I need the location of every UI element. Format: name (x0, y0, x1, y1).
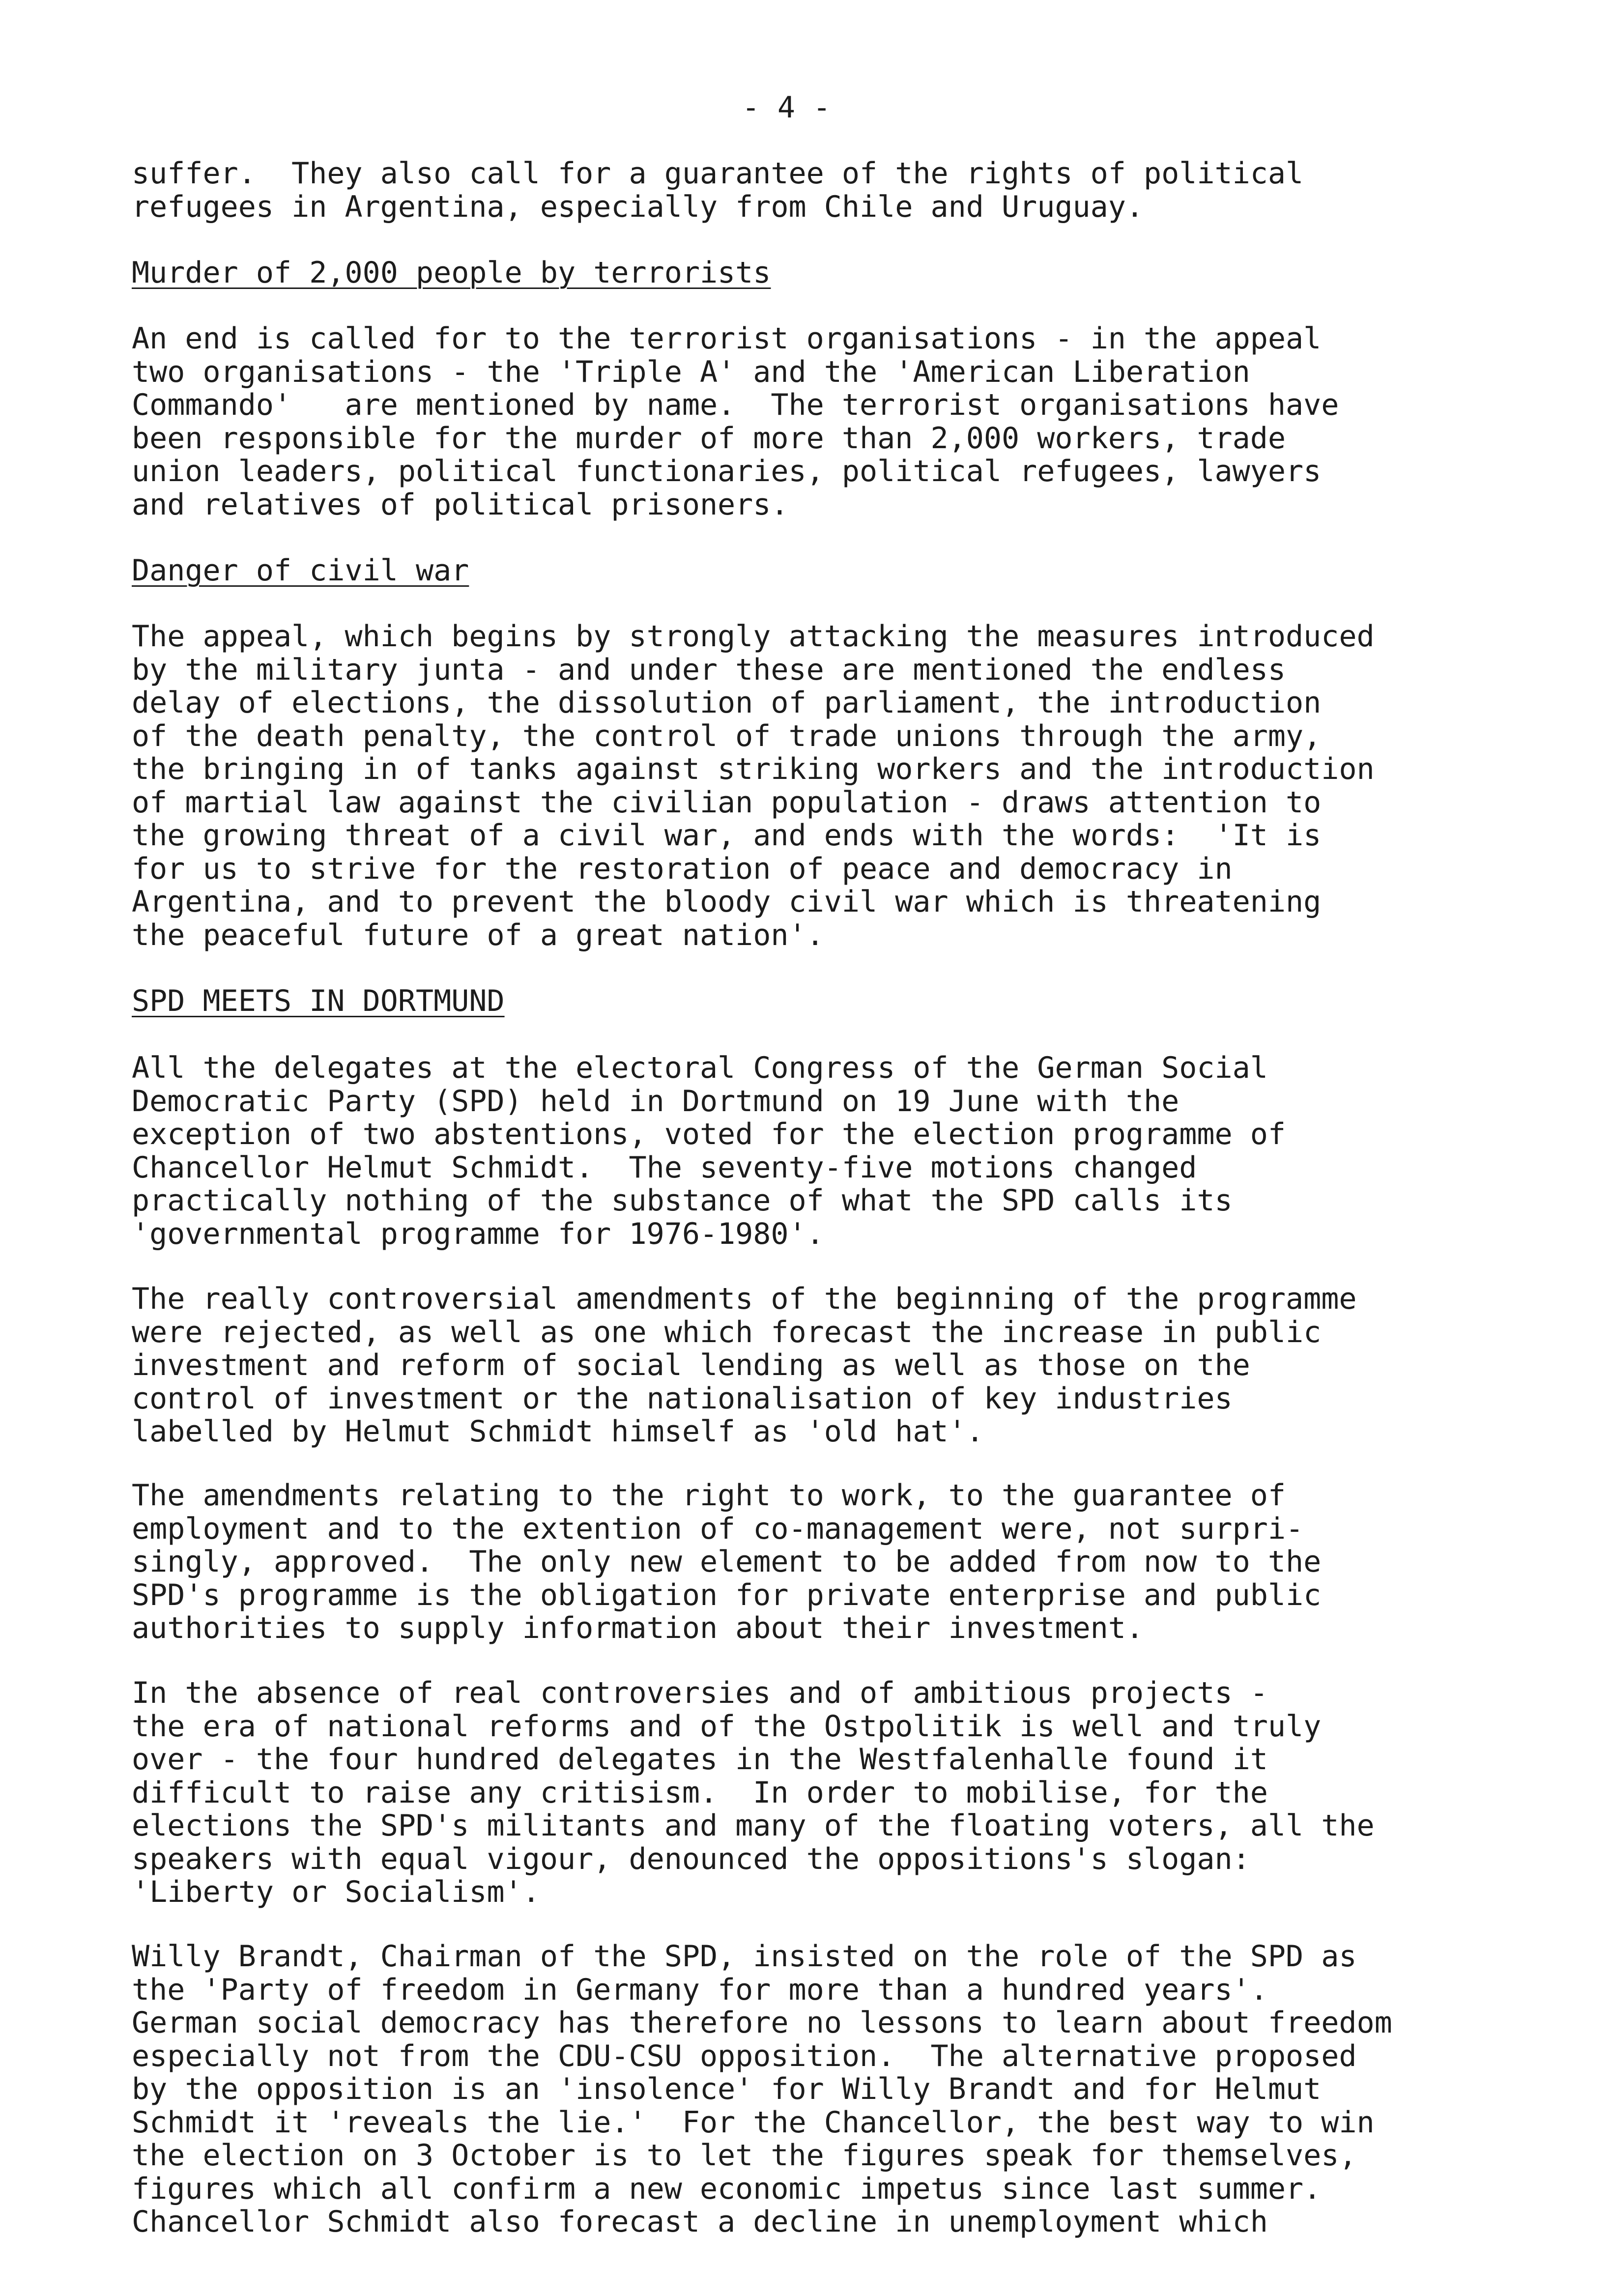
text-line: of the death penalty, the control of trade unions through the army, (132, 718, 1322, 753)
text-line: All the delegates at the electoral Congress of the German Social (132, 1051, 1268, 1085)
text-line: been responsible for the murder of more than 2,000 workers, trade (132, 421, 1286, 456)
text-line: delay of elections, the dissolution of parliament, the introduction (132, 686, 1322, 720)
text-line: control of investment or the nationalisation of key industries (132, 1381, 1233, 1416)
text-line: investment and reform of social lending as well as those on the (132, 1348, 1250, 1382)
text-line: The amendments relating to the right to work, to the guarantee of (132, 1478, 1286, 1513)
text-line: Schmidt it 'reveals the lie.' For the Chancellor, the best way to win (132, 2105, 1375, 2140)
heading-text: Murder of 2,000 people by terrorists (132, 256, 771, 290)
text-line: the peaceful future of a great nation'. (132, 918, 824, 952)
section-heading-murder (132, 257, 1547, 290)
text-line: difficult to raise any critisism. In order to mobilise, for the (132, 1775, 1268, 1810)
text-line: German social democracy has therefore no lessons to learn about freedom (132, 2006, 1392, 2040)
text-line: over - the four hundred delegates in the Westfalenhalle found it (132, 1742, 1268, 1777)
text-line: 'Liberty or Socialism'. (132, 1875, 540, 1909)
paragraph-amendments-approved (132, 1479, 1547, 1645)
text-line: the 'Party of freedom in Germany for more than a hundred years'. (132, 1972, 1268, 2007)
paragraph-willy-brandt (132, 1940, 1547, 2239)
text-line: SPD's programme is the obligation for private enterprise and public (132, 1578, 1322, 1612)
text-line: speakers with equal vigour, denounced the oppositions's slogan: (132, 1841, 1250, 1876)
text-line: The really controversial amendments of the beginning of the programme (132, 1282, 1357, 1316)
text-line: union leaders, political functionaries, political refugees, lawyers (132, 454, 1322, 488)
text-line: authorities to supply information about their investment. (132, 1611, 1144, 1645)
section-heading-civil-war (132, 554, 1547, 588)
text-line: labelled by Helmut Schmidt himself as 'old hat'. (132, 1414, 984, 1449)
paragraph-electoral-congress (132, 1052, 1547, 1251)
text-line: Chancellor Helmut Schmidt. The seventy-five motions changed (132, 1150, 1197, 1185)
text-line: the era of national reforms and of the Ostpolitik is well and truly (132, 1709, 1322, 1744)
text-line: the bringing in of tanks against striking workers and the introduction (132, 752, 1375, 786)
heading-text: Danger of civil war (132, 553, 469, 588)
text-line: for us to strive for the restoration of peace and democracy in (132, 851, 1233, 886)
page-number: - 4 - (742, 90, 831, 125)
text-line: two organisations - the 'Triple A' and the 'American Liberation (132, 354, 1250, 389)
text-line: elections the SPD's militants and many of the floating voters, all the (132, 1808, 1375, 1843)
text-line: figures which all confirm a new economic impetus since last summer. (132, 2171, 1322, 2206)
text-line: and relatives of political prisoners. (132, 487, 789, 522)
text-line: practically nothing of the substance of what the SPD calls its (132, 1183, 1233, 1218)
text-line: Chancellor Schmidt also forecast a decline in unemployment which (132, 2205, 1268, 2239)
text-line: of martial law against the civilian population - draws attention to (132, 785, 1322, 820)
text-line: Commando' are mentioned by name. The terrorist organisations have (132, 388, 1339, 422)
text-line: Willy Brandt, Chairman of the SPD, insisted on the role of the SPD as (132, 1939, 1357, 1974)
text-line: suffer. They also call for a guarantee of the rights of political (132, 156, 1304, 191)
text-line: Argentina, and to prevent the bloody civil war which is threatening (132, 885, 1322, 919)
text-line: exception of two abstentions, voted for the election programme of (132, 1117, 1286, 1151)
paragraph-continuation (132, 157, 1547, 224)
section-heading-spd-dortmund (132, 985, 1547, 1018)
text-line: especially not from the CDU-CSU opposition. The alternative proposed (132, 2038, 1357, 2073)
paragraph-amendments-rejected (132, 1283, 1547, 1449)
text-line: In the absence of real controversies and of ambitious projects - (132, 1676, 1268, 1710)
text-line: Democratic Party (SPD) held in Dortmund on 19 June with the (132, 1084, 1180, 1119)
heading-text: SPD MEETS IN DORTMUND (132, 984, 505, 1018)
text-line: An end is called for to the terrorist organisations - in the appeal (132, 321, 1322, 356)
text-line: the election on 3 October is to let the figures speak for themselves, (132, 2138, 1357, 2173)
text-line: by the opposition is an 'insolence' for Willy Brandt and for Helmut (132, 2072, 1322, 2106)
text-line: were rejected, as well as one which forecast the increase in public (132, 1315, 1322, 1349)
text-line: the growing threat of a civil war, and ends with the words: 'It is (132, 818, 1322, 853)
paragraph-terrorist-organisations (132, 322, 1547, 521)
text-line: 'governmental programme for 1976-1980'. (132, 1216, 824, 1251)
paragraph-appeal (132, 620, 1547, 952)
text-line: singly, approved. The only new element to be added from now to the (132, 1545, 1322, 1579)
text-line: employment and to the extention of co-management were, not surpri- (132, 1511, 1304, 1546)
text-line: by the military junta - and under these are mentioned the endless (132, 652, 1286, 687)
paragraph-absence-of-controversies (132, 1677, 1547, 1909)
text-line: The appeal, which begins by strongly attacking the measures introduced (132, 619, 1375, 654)
text-line: refugees in Argentina, especially from Chile and Uruguay. (132, 189, 1144, 224)
